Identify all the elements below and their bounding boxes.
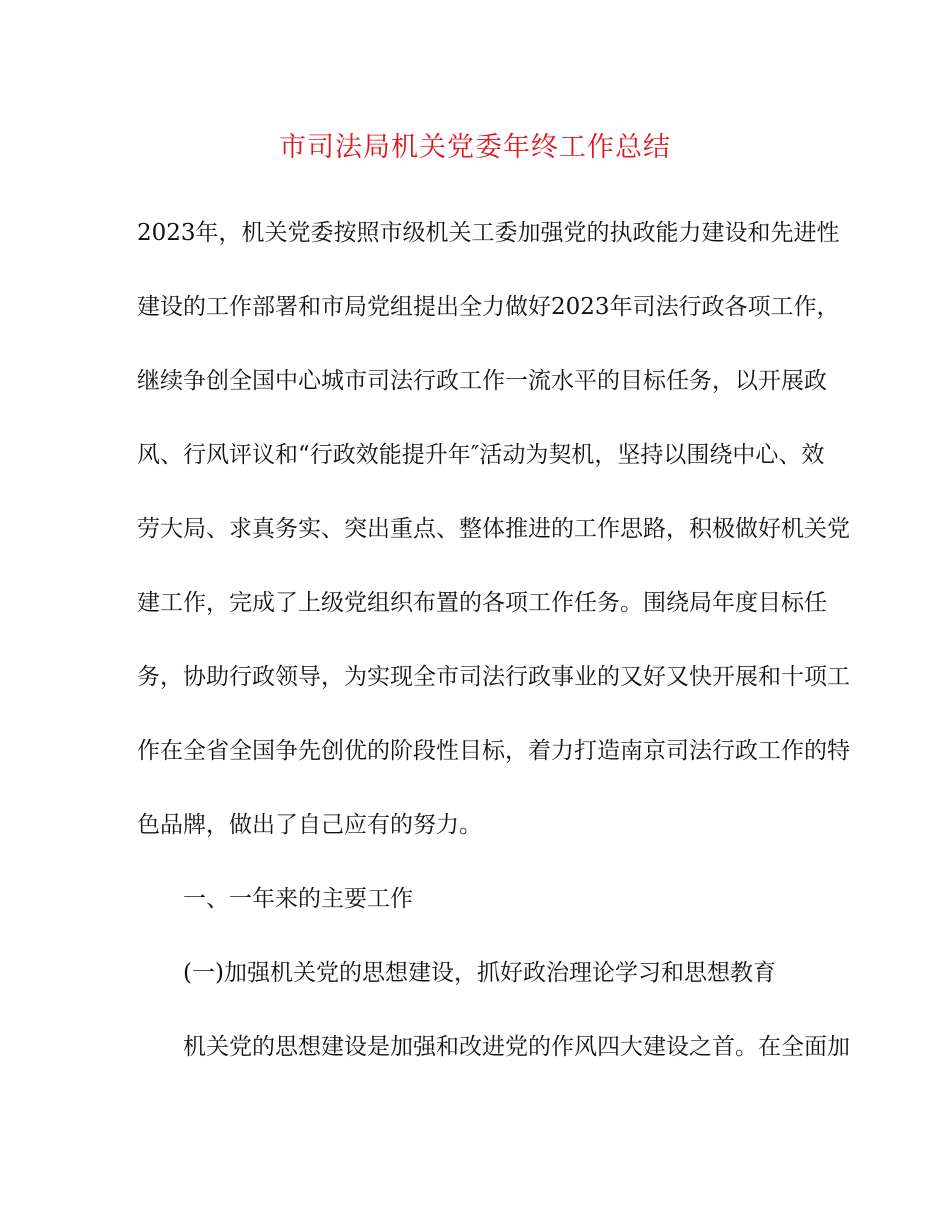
body-line-6: 建工作，完成了上级党组织布置的各项工作任务。围绕局年度目标任 <box>137 590 827 616</box>
subsection-heading: (一)加强机关党的思想建设，抓好政治理论学习和思想教育 <box>183 960 776 986</box>
section-heading: 一、一年来的主要工作 <box>183 886 413 912</box>
body-line-5: 劳大局、求真务实、突出重点、整体推进的工作思路，积极做好机关党 <box>137 516 850 542</box>
paragraph-start: 机关党的思想建设是加强和改进党的作风四大建设之首。在全面加 <box>183 1034 850 1060</box>
body-line-8: 作在全省全国争先创优的阶段性目标，着力打造南京司法行政工作的特 <box>137 738 850 764</box>
document-title: 市司法局机关党委年终工作总结 <box>279 132 671 163</box>
body-line-1: 2023年，机关党委按照市级机关工委加强党的执政能力建设和先进性 <box>137 220 840 246</box>
body-line-3: 继续争创全国中心城市司法行政工作一流水平的目标任务，以开展政 <box>137 368 827 394</box>
body-line-7: 务，协助行政领导，为实现全市司法行政事业的又好又快开展和十项工 <box>137 664 850 690</box>
body-line-4: 风、行风评议和“行政效能提升年″活动为契机，坚持以围绕中心、效 <box>137 442 825 468</box>
body-line-9: 色品牌，做出了自己应有的努力。 <box>137 812 482 838</box>
body-line-2: 建设的工作部署和市局党组提出全力做好2023年司法行政各项工作， <box>137 294 840 320</box>
